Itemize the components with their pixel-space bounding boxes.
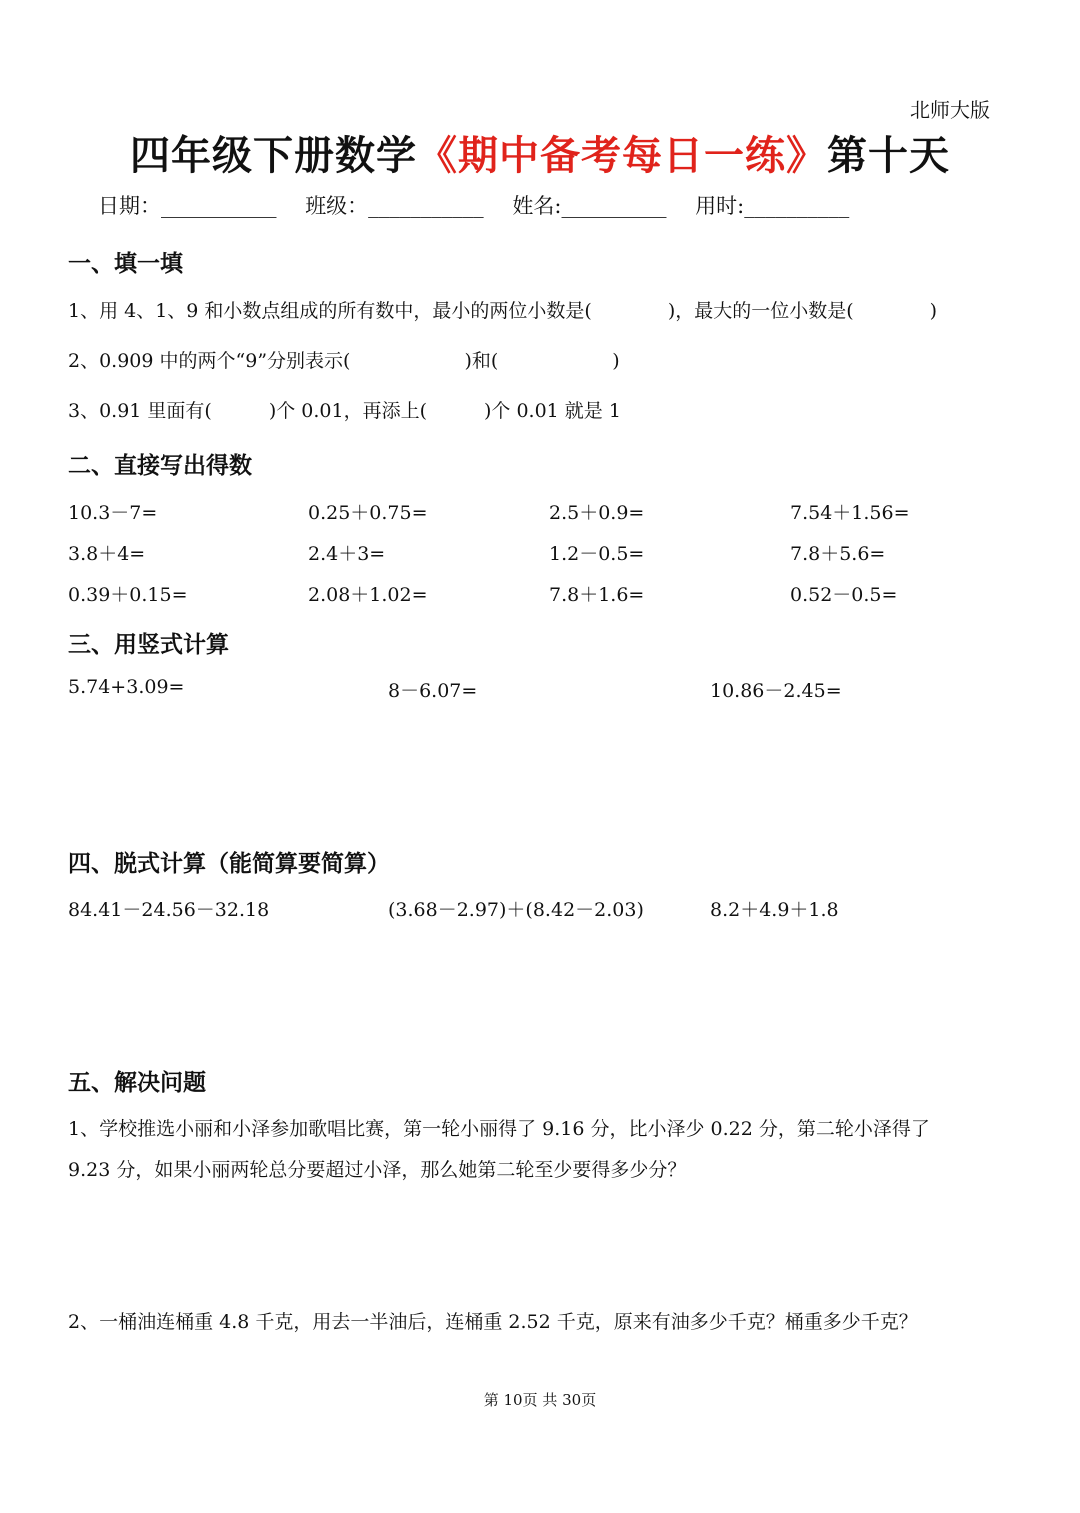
fill-question-1: 1、用 4、1、9 和小数点组成的所有数中，最小的两位小数是( )，最大的一位小数是( ) [68,300,938,322]
mental-calc-item: 7.54＋1.56= [790,502,910,524]
vertical-calc-item: 10.86－2.45= [710,680,842,702]
date-field[interactable]: 日期：___________ [98,194,277,218]
section-heading-stepwise: 四、脱式计算（能简算要简算） [68,850,390,877]
stepwise-calc-item: (3.68－2.97)＋(8.42－2.03) [388,899,644,921]
problem-1-line-1: 1、学校推选小丽和小泽参加歌唱比赛，第一轮小丽得了 9.16 分，比小泽少 0.22 分，第二轮小泽得了 [68,1118,930,1140]
fill-question-3: 3、0.91 里面有( )个 0.01，再添上( )个 0.01 就是 1 [68,400,621,422]
section-heading-fill: 一、填一填 [68,250,183,277]
mental-calc-item: 2.4＋3= [308,543,386,565]
edition-label: 北师大版 [910,98,990,122]
section-heading-mental: 二、直接写出得数 [68,452,252,479]
section-heading-vertical: 三、用竖式计算 [68,631,229,658]
title-highlight: 《期中备考每日一练》 [417,132,827,179]
problem-1-line-2: 9.23 分，如果小丽两轮总分要超过小泽，那么她第二轮至少要得多少分？ [68,1159,687,1181]
mental-calc-item: 7.8＋5.6= [790,543,886,565]
info-row [98,190,871,220]
mental-calc-item: 7.8＋1.6= [549,584,645,606]
mental-calc-item: 0.25＋0.75= [308,502,428,524]
mental-calc-item: 1.2－0.5= [549,543,645,565]
mental-calc-item: 2.08＋1.02= [308,584,428,606]
mental-calc-item: 3.8＋4= [68,543,146,565]
page-footer: 第 10页 共 30页 [483,1391,597,1409]
mental-calc-item: 0.39＋0.15= [68,584,188,606]
mental-calc-item: 2.5＋0.9= [549,502,645,524]
title-prefix: 四年级下册数学 [130,132,417,179]
vertical-calc-item: 8－6.07= [388,680,478,702]
vertical-calc-item: 5.74+3.09= [68,676,185,698]
mental-calc-item: 0.52－0.5= [790,584,898,606]
section-heading-problems: 五、解决问题 [68,1069,206,1096]
time-field[interactable]: 用时:__________ [695,194,850,218]
fill-question-2: 2、0.909 中的两个“9”分别表示( )和( ) [68,350,620,372]
page-title [0,124,1080,181]
title-suffix: 第十天 [827,132,950,179]
stepwise-calc-item: 8.2＋4.9＋1.8 [710,899,839,921]
name-field[interactable]: 姓名:__________ [512,194,667,218]
stepwise-calc-item: 84.41－24.56－32.18 [68,899,270,921]
class-field[interactable]: 班级：___________ [305,194,484,218]
mental-calc-item: 10.3－7= [68,502,158,524]
problem-2: 2、一桶油连桶重 4.8 千克，用去一半油后，连桶重 2.52 千克，原来有油多少千克？桶重多少千克？ [68,1311,918,1333]
